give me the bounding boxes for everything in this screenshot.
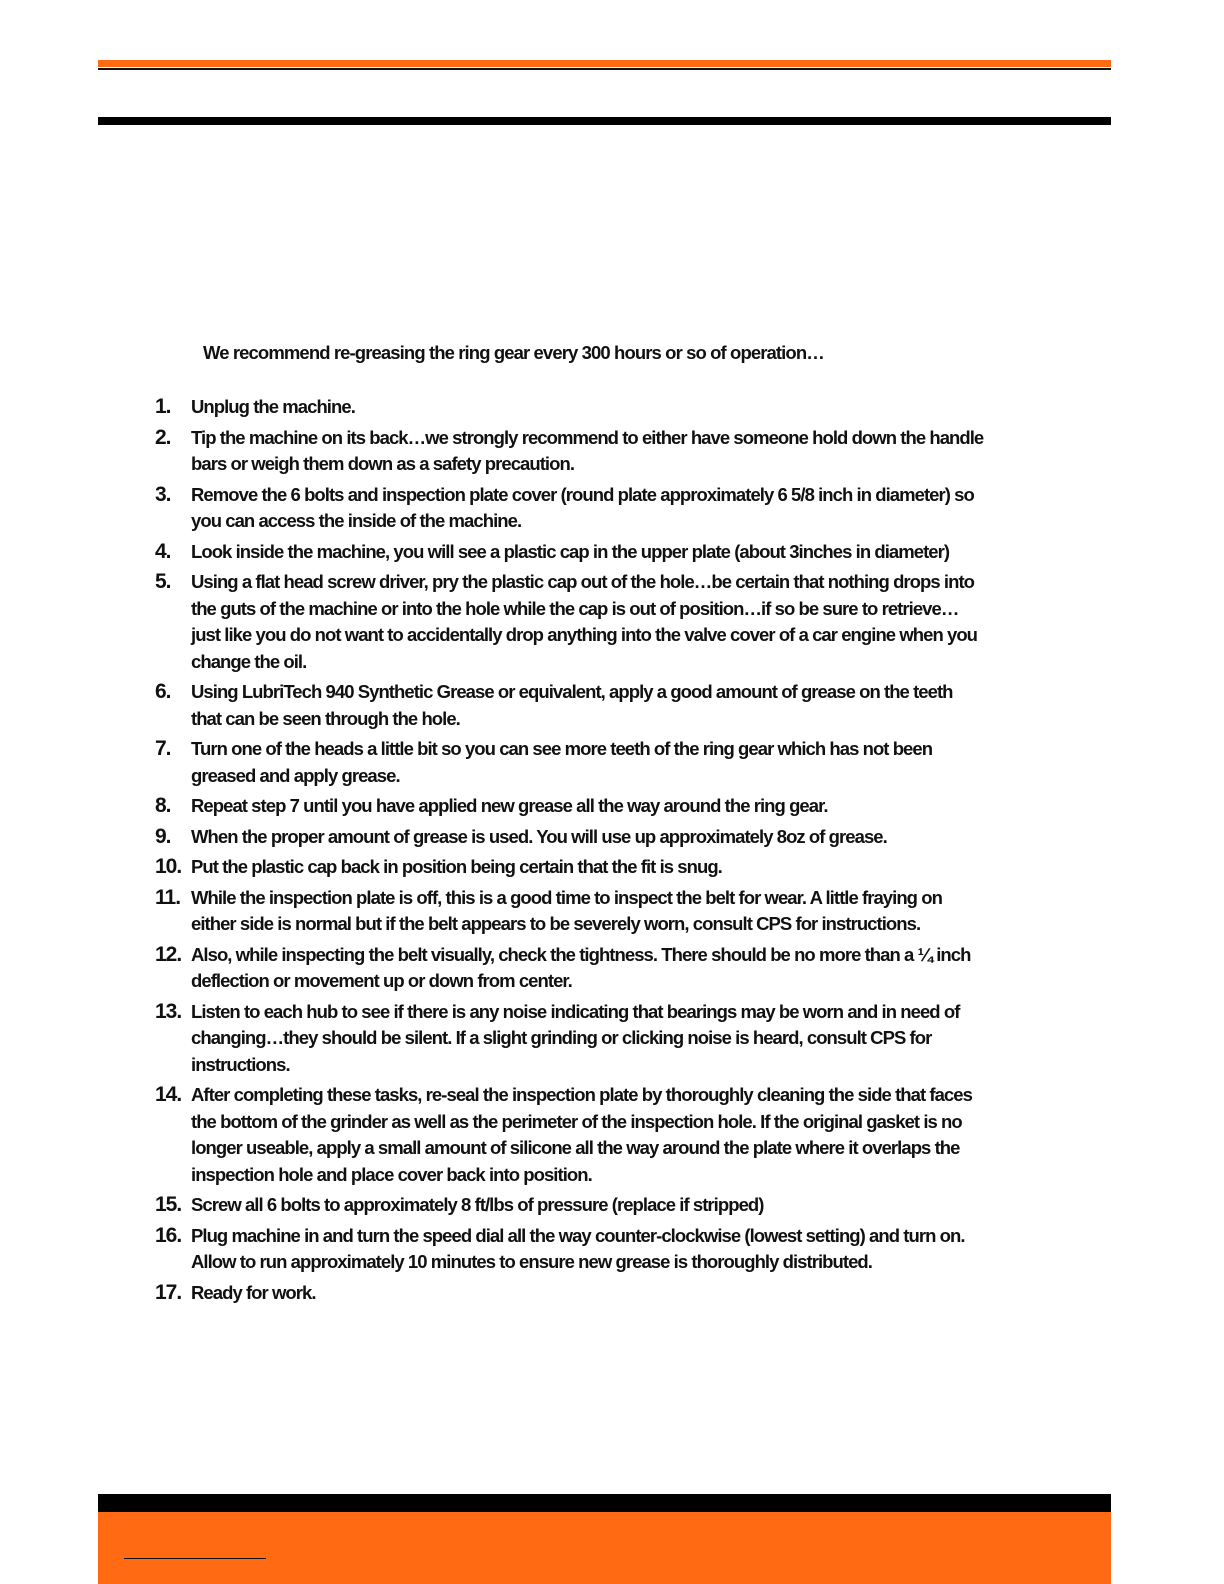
step-item — [155, 679, 985, 732]
step-text: Listen to each hub to see if there is any noise indicating that bearings may be worn and in need of changing…they should be silent. If a slight grinding or clicking noise is heard, consult CPS for instructions. — [191, 1000, 960, 1075]
step-item — [155, 793, 985, 820]
step-number: 11. — [155, 885, 181, 909]
step-item — [155, 1223, 985, 1276]
step-text: Also, while inspecting the belt visually, check the tightness. There should be no more than a ¼ inch deflection or movement up or down from center. — [191, 943, 971, 991]
step-item — [155, 425, 985, 478]
step-number: 5. — [155, 570, 171, 593]
step-text: Using a flat head screw driver, pry the plastic cap out of the hole…be certain that nothing drops into the guts of the machine or into the hole while the cap is out of position…if so be sure to retrieve…just like you do not want to accidentally drop anything into the valve cover of a car engine when you change the oil. — [191, 571, 978, 672]
header-orange-rule — [98, 60, 1111, 67]
step-text: Ready for work. — [191, 1281, 316, 1303]
footer-orange-band — [98, 1512, 1111, 1584]
step-text: Plug machine in and turn the speed dial all the way counter-clockwise (lowest setting) and turn on. Allow to run approximately 10 minutes to ensure new grease is thoroughly distributed. — [191, 1224, 965, 1272]
step-item — [155, 736, 985, 789]
step-item — [155, 999, 985, 1079]
intro-text: We recommend re-greasing the ring gear every 300 hours or so of operation… — [203, 342, 824, 363]
step-text: After completing these tasks, re-seal the inspection plate by thoroughly cleaning the side that faces the bottom of the grinder as well as the perimeter of the inspection hole. If the original gasket is no longer useable, apply a small amount of silicone all the way around the plate where it overlaps the inspection hole and place cover back into position. — [191, 1084, 972, 1185]
step-number: 2. — [155, 425, 171, 449]
step-item — [155, 824, 985, 851]
step-number: 7. — [155, 737, 171, 760]
step-text: Remove the 6 bolts and inspection plate cover (round plate approximately 6 5/8 inch in diameter) so you can access the inside of the machine. — [191, 483, 974, 531]
step-item — [155, 394, 985, 421]
footer-black-rule — [98, 1494, 1111, 1512]
step-item — [155, 482, 985, 535]
step-number: 10. — [155, 855, 182, 878]
maintenance-instructions — [155, 340, 985, 1310]
step-text: Repeat step 7 until you have applied new grease all the way around the ring gear. — [191, 795, 828, 816]
step-item — [155, 569, 985, 675]
step-text: Put the plastic cap back in position being certain that the fit is snug. — [191, 856, 722, 877]
step-number: 17. — [155, 1280, 182, 1304]
step-number: 9. — [155, 824, 171, 848]
step-text: Using LubriTech 940 Synthetic Grease or equivalent, apply a good amount of grease on the teeth that can be seen through the hole. — [191, 681, 953, 729]
step-text: When the proper amount of grease is used. You will use up approximately 8oz of grease. — [191, 825, 887, 847]
step-item — [155, 1192, 985, 1219]
step-text: Turn one of the heads a little bit so you can see more teeth of the ring gear which has not been greased and apply grease. — [191, 738, 933, 786]
header-thin-rule — [98, 68, 1111, 70]
step-item — [155, 854, 985, 881]
step-number: 6. — [155, 680, 171, 703]
step-item — [155, 1082, 985, 1188]
step-item — [155, 1280, 985, 1307]
step-number: 1. — [155, 395, 171, 418]
footer-underline — [124, 1558, 266, 1559]
step-number: 12. — [155, 942, 182, 966]
step-text: Screw all 6 bolts to approximately 8 ft/lbs of pressure (replace if stripped) — [191, 1194, 764, 1215]
step-number: 14. — [155, 1083, 182, 1106]
step-item — [155, 885, 985, 938]
step-number: 4. — [155, 539, 171, 563]
step-number: 8. — [155, 794, 171, 817]
step-text: Unplug the machine. — [191, 396, 355, 417]
step-text: While the inspection plate is off, this is a good time to inspect the belt for wear. A little fraying on either side is normal but if the belt appears to be severely worn, consult CPS for instructions. — [191, 886, 942, 934]
step-number: 3. — [155, 482, 171, 506]
step-number: 13. — [155, 999, 182, 1023]
steps-list — [155, 394, 985, 1306]
step-text: Look inside the machine, you will see a plastic cap in the upper plate (about 3inches in diameter) — [191, 540, 950, 562]
step-text: Tip the machine on its back…we strongly recommend to either have someone hold down the handle bars or weigh them down as a safety precaution. — [191, 426, 984, 474]
step-item — [155, 942, 985, 995]
header-black-rule — [98, 117, 1111, 125]
step-number: 16. — [155, 1223, 182, 1247]
step-number: 15. — [155, 1193, 182, 1216]
step-item — [155, 539, 985, 566]
